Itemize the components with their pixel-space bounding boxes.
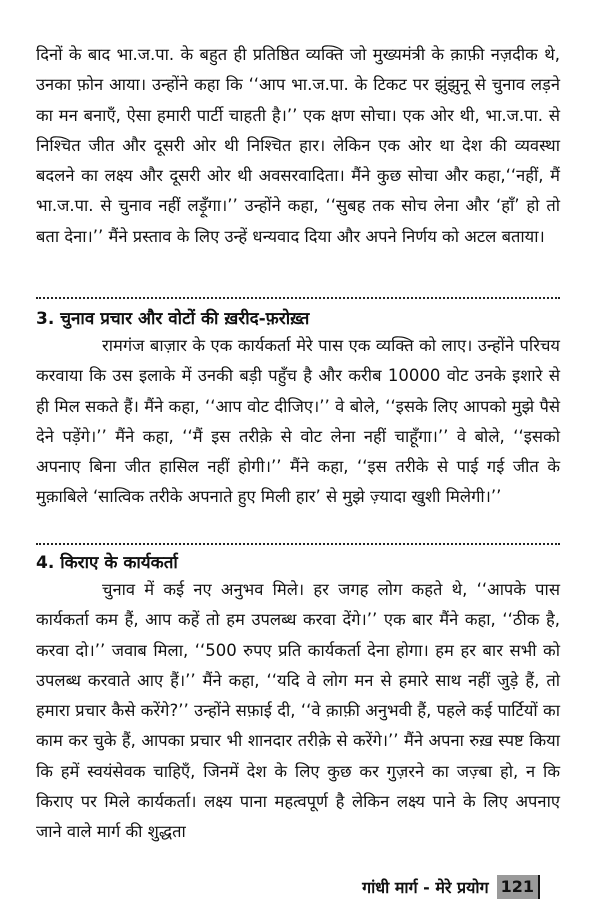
section-divider-1 <box>36 297 560 299</box>
page-footer <box>340 872 540 902</box>
section-4 <box>36 575 560 848</box>
intro-section <box>36 40 560 252</box>
section-3-heading: 3. चुनाव प्रचार और वोटों की ख़रीद-फ़रोख़्त <box>36 309 310 329</box>
footer-book-title: गांधी मार्ग - मेरे प्रयोग <box>362 878 489 897</box>
section-divider-2 <box>36 543 560 545</box>
section-4-heading: 4. किराए के कार्यकर्ता <box>36 553 178 573</box>
intro-paragraph: दिनों के बाद भा.ज.पा. के बहुत ही प्रतिष्ठित व्यक्ति जो मुख्यमंत्री के क़ाफ़ी नज़दीक थे, उनका फ़ोन आया। उन्होंने कहा कि ‘‘आप भा.ज.पा. के टिकट पर झुंझुनू से चुनाव लड़ने का मन बनाएँ, ऐसा हमारी पार्टी चाहती है।’’ एक क्षण सोचा। एक ओर थी, भा.ज.पा. से निश्चित जीत और दूसरी ओर थी निश्चित हार। लेकिन एक ओर था देश की व्यवस्था बदलने का लक्ष्य और दूसरी ओर थी अवसरवादिता। मैंने कुछ सोचा और कहा,‘‘नहीं, मैं भा.ज.पा. से चुनाव नहीं लड़ूँगा।’’ उन्होंने कहा, ‘‘सुबह तक सोच लेना और ‘हाँ’ हो तो बता देना।’’ मैंने प्रस्ताव के लिए उन्हें धन्यवाद दिया और अपने निर्णय को अटल बताया। <box>36 45 560 246</box>
section-4-paragraph: चुनाव में कई नए अनुभव मिले। हर जगह लोग कहते थे, ‘‘आपके पास कार्यकर्ता कम हैं, आप कहें तो हम उपलब्ध करवा देंगे।’’ एक बार मैंने कहा, ‘‘ठीक है, करवा दो।’’ जवाब मिला, ‘‘500 रुपए प्रति कार्यकर्ता देना होगा। हम हर बार सभी को उपलब्ध करवाते आए हैं।’’ मैंने कहा, ‘‘यदि वे लोग मन से हमारे साथ नहीं जुड़े हैं, तो हमारा प्रचार कैसे करेंगे?’’ उन्होंने सफ़ाई दी, ‘‘वे क़ाफ़ी अनुभवी हैं, पहले कई पार्टियों का काम कर चुके हैं, आपका प्रचार भी शानदार तरीक़े से करेंगे।’’ मैंने अपना रुख़ स्पष्ट किया कि हमें स्वयंसेवक चाहिएँ, जिनमें देश के लिए कुछ कर गुज़रने का जज़्बा हो, न कि किराए पर मिले कार्यकर्ता। लक्ष्य पाना महत्वपूर्ण है लेकिन लक्ष्य पाने के लिए अपनाए जाने वाले मार्ग की शुद्धता <box>36 580 560 842</box>
page-number: 121 <box>497 875 540 899</box>
section-3-paragraph: रामगंज बाज़ार के एक कार्यकर्ता मेरे पास एक व्यक्ति को लाए। उन्होंने परिचय करवाया कि उस इलाके में उनकी बड़ी पहुँच है और करीब 10000 वोट उनके इशारे से ही मिल सकते हैं। मैंने कहा, ‘‘आप वोट दीजिए।’’ वे बोले, ‘‘इसके लिए आपको मुझे पैसे देने पड़ेंगे।’’ मैंने कहा, ‘‘मैं इस तरीक़े से वोट लेना नहीं चाहूँगा।’’ वे बोले, ‘‘इसको अपनाए बिना जीत हासिल नहीं होगी।’’ मैंने कहा, ‘‘इस तरीके से पाई गई जीत के मुक़ाबिले ‘सात्विक तरीके अपनाते हुए मिली हार’ से मुझे ज़्यादा खुशी मिलेगी।’’ <box>36 336 560 507</box>
section-3 <box>36 331 560 513</box>
